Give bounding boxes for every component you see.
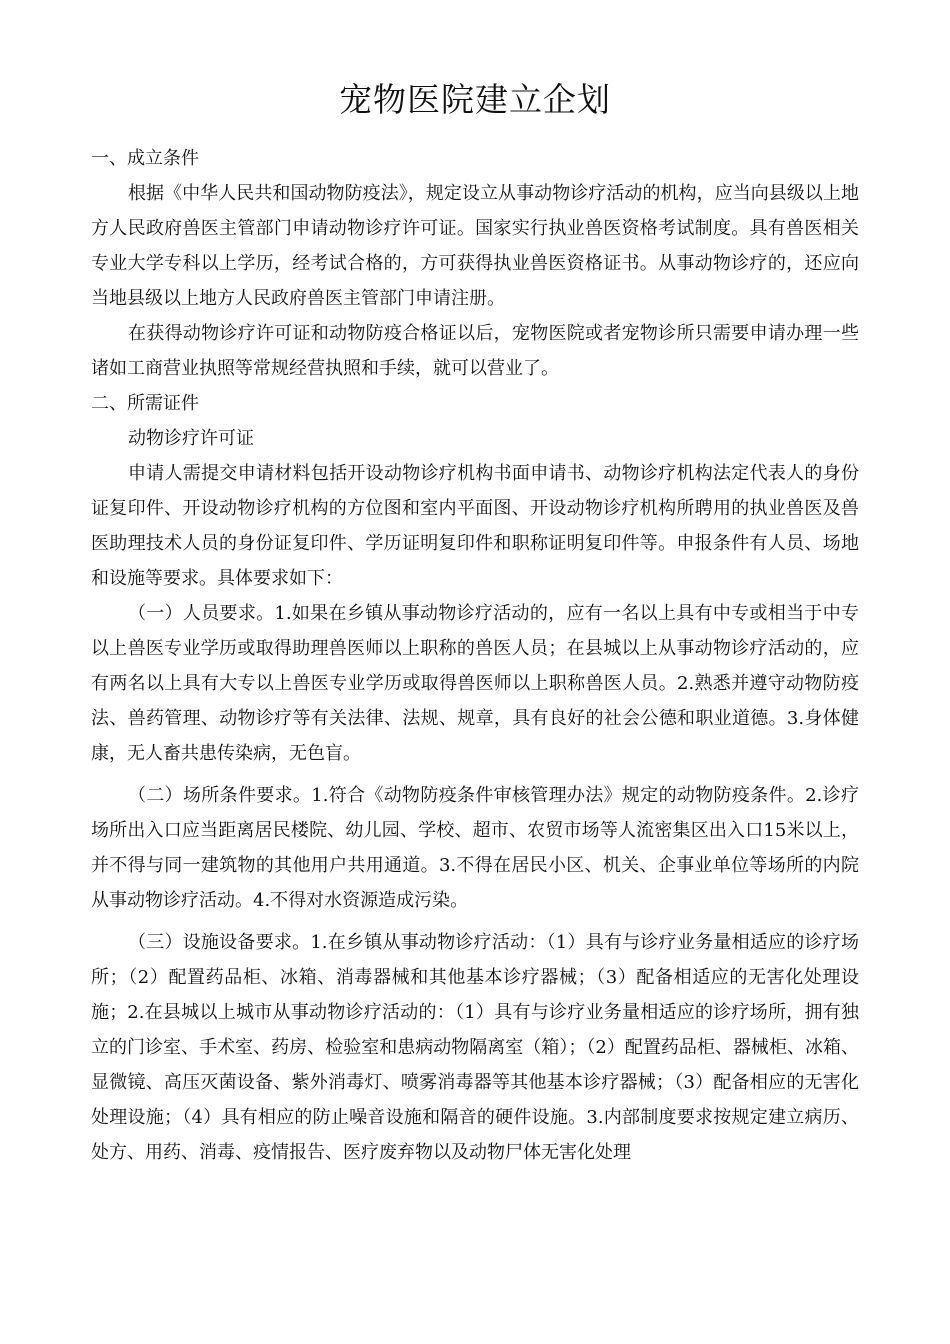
requirement-paragraph: （一）人员要求。1.如果在乡镇从事动物诊疗活动的，应有一名以上具有中专或相当于中专以上兽医专业学历或取得助理兽医师以上职称的兽医人员；在县城以上从事动物诊疗活动的，应有两名以上具有大专以上兽医专业学历或取得兽医师以上职称兽医人员。2.熟悉并遵守动物防疫法、兽药管理、动物诊疗等有关法律、法规、规章，具有良好的社会公德和职业道德。3.身体健康，无人畜共患传染病，无色盲。 — [91, 603, 859, 764]
section-heading: 二、所需证件 — [91, 393, 199, 414]
paragraph: 在获得动物诊疗许可证和动物防疫合格证以后，宠物医院或者宠物诊所只需要申请办理一些诸如工商营业执照等常规经营执照和手续，就可以营业了。 — [91, 323, 859, 379]
paragraph: 申请人需提交申请材料包括开设动物诊疗机构书面申请书、动物诊疗机构法定代表人的身份证复印件、开设动物诊疗机构的方位图和室内平面图、开设动物诊疗机构所聘用的执业兽医及兽医助理技术人员的身份证复印件、学历证明复印件和职称证明复印件等。申报条件有人员、场地和设施等要求。具体要求如下： — [91, 463, 859, 589]
subsection-heading: 动物诊疗许可证 — [128, 428, 254, 449]
document-body — [91, 141, 859, 1170]
section-heading: 一、成立条件 — [91, 148, 199, 169]
requirement-paragraph: （二）场所条件要求。1.符合《动物防疫条件审核管理办法》规定的动物防疫条件。2.诊疗场所出入口应当距离居民楼院、幼儿园、学校、超市、农贸市场等人流密集区出入口15米以上，并不得与同一建筑物的其他用户共用通道。3.不得在居民小区、机关、企事业单位等场所的内院从事动物诊疗活动。4.不得对水资源造成污染。 — [91, 785, 859, 911]
requirement-paragraph: （三）设施设备要求。1.在乡镇从事动物诊疗活动：（1）具有与诊疗业务量相适应的诊疗场所；（2）配置药品柜、冰箱、消毒器械和其他基本诊疗器械；（3）配备相适应的无害化处理设施；2.在县城以上城市从事动物诊疗活动的：（1）具有与诊疗业务量相适应的诊疗场所，拥有独立的门诊室、手术室、药房、检验室和患病动物隔离室（箱）；（2）配置药品柜、器械柜、冰箱、显微镜、高压灭菌设备、紫外消毒灯、喷雾消毒器等其他基本诊疗器械；（3）配备相应的无害化处理设施；（4）具有相应的防止噪音设施和隔音的硬件设施。3.内部制度要求按规定建立病历、处方、用药、消毒、疫情报告、医疗废弃物以及动物尸体无害化处理 — [91, 932, 859, 1163]
paragraph: 根据《中华人民共和国动物防疫法》，规定设立从事动物诊疗活动的机构，应当向县级以上地方人民政府兽医主管部门申请动物诊疗许可证。国家实行执业兽医资格考试制度。具有兽医相关专业大学专科以上学历，经考试合格的，方可获得执业兽医资格证书。从事动物诊疗的，还应向当地县级以上地方人民政府兽医主管部门申请注册。 — [91, 183, 859, 309]
document-title: 宠物医院建立企划 — [339, 80, 611, 119]
